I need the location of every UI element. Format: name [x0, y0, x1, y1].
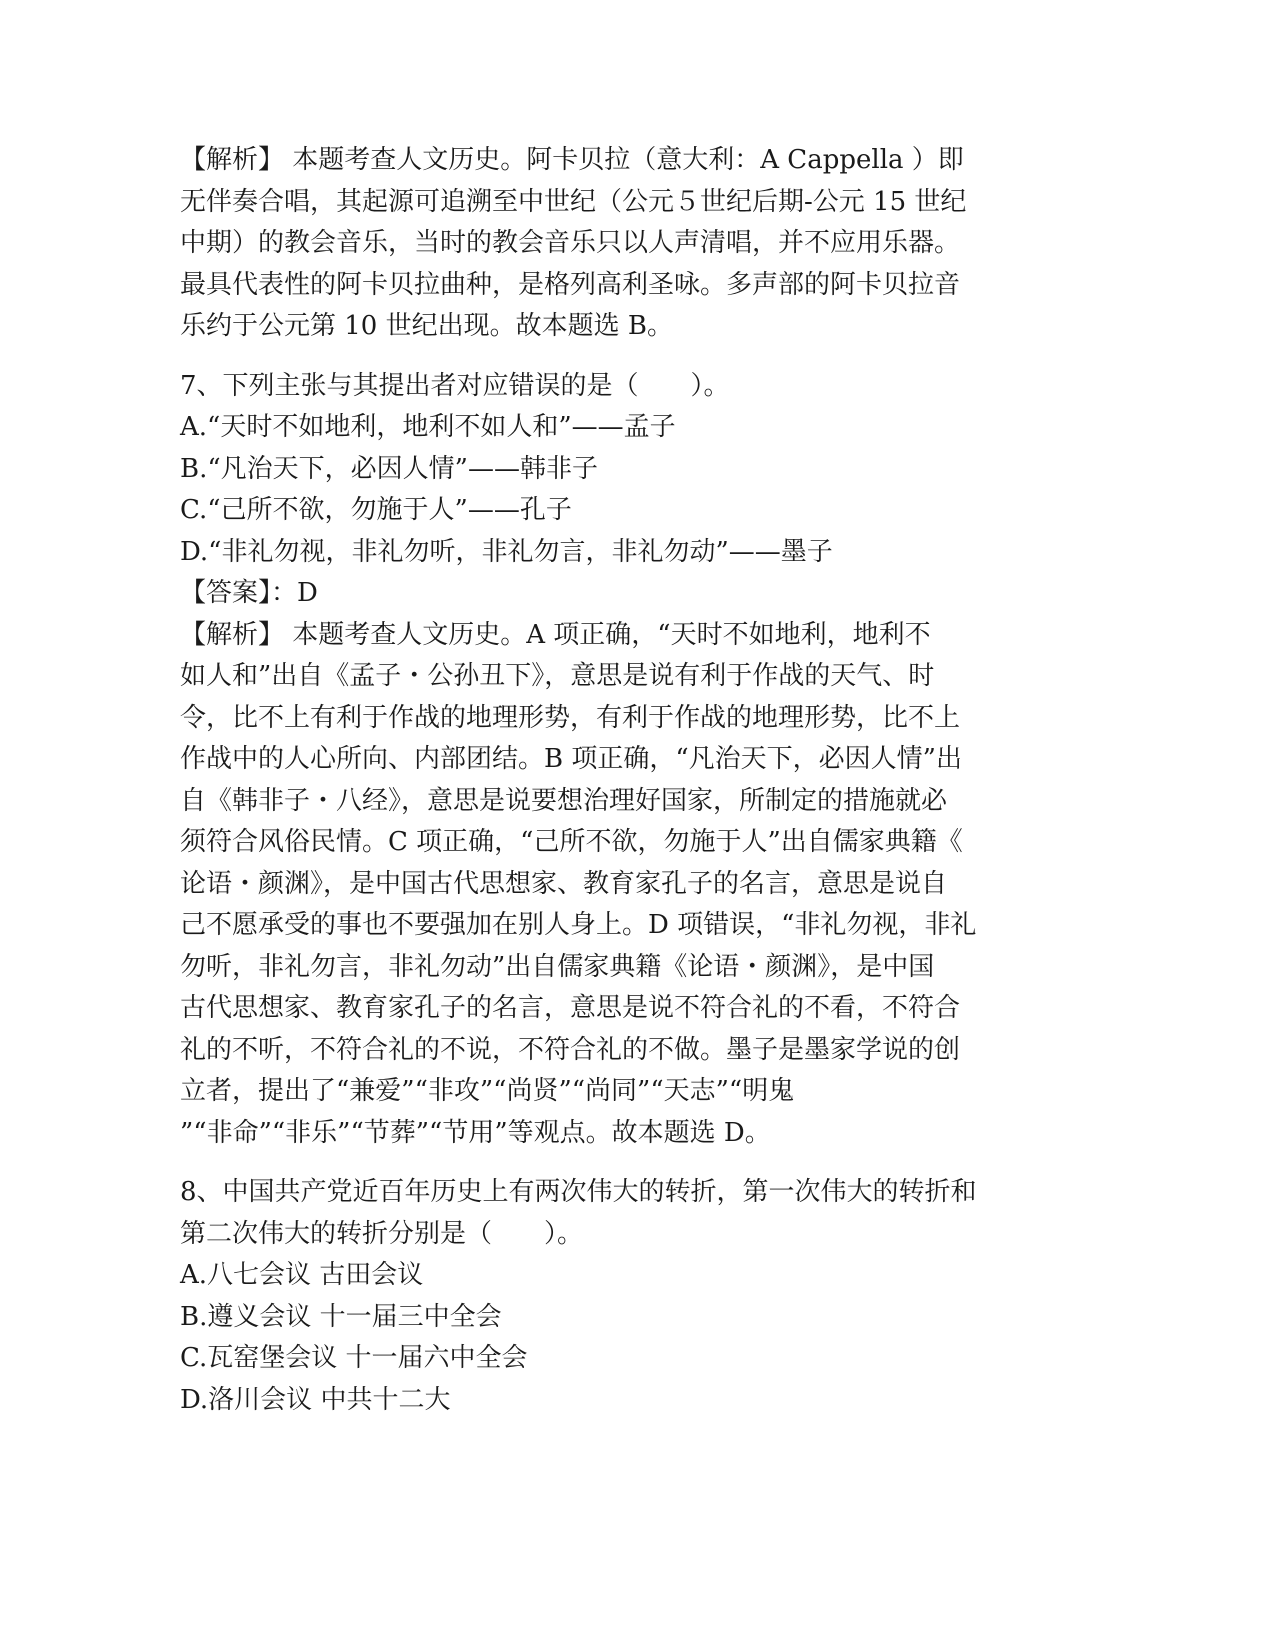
q7-analysis-line: 勿听，非礼勿言，非礼勿动”出自儒家典籍《论语・颜渊》，是中国: [180, 951, 935, 982]
q7-analysis-line: 【解析】 本题考查人文历史。A 项正确，“天时不如地利，地利不: [180, 619, 931, 650]
q7-option-a: A.“天时不如地利，地利不如人和”——孟子: [180, 412, 676, 442]
q7-block: [180, 366, 1040, 1155]
q7-analysis-line: 自《韩非子・八经》，意思是说要想治理好国家，所制定的措施就必: [180, 785, 948, 816]
q7-analysis-line: 礼的不听，不符合礼的不说，不符合礼的不做。墨子是墨家学说的创: [180, 1034, 961, 1065]
q8-option-c: C.瓦窑堡会议 十一届六中全会: [180, 1343, 528, 1373]
q7-option-d: D.“非礼勿视，非礼勿听，非礼勿言，非礼勿动”——墨子: [180, 536, 833, 567]
q7-question: 7、下列主张与其提出者对应错误的是（ ）。: [180, 370, 730, 401]
q6-analysis-line: 中期）的教会音乐，当时的教会音乐只以人声清唱，并不应用乐器。: [180, 228, 961, 258]
section-spacer: [180, 1154, 1040, 1172]
q7-analysis-line: 如人和”出自《孟子・公孙丑下》，意思是说有利于作战的天气、时: [180, 661, 935, 691]
q7-analysis-line: 作战中的人心所向、内部团结。B 项正确，“凡治天下，必因人情”出: [180, 744, 962, 774]
q7-analysis-line: 令，比不上有利于作战的地理形势，有利于作战的地理形势，比不上: [180, 702, 961, 733]
q8-option-a: A.八七会议 古田会议: [180, 1260, 424, 1290]
q7-option-b: B.“凡治天下，必因人情”——韩非子: [180, 453, 598, 484]
q6-analysis-block: [180, 140, 1040, 348]
q6-analysis-line: 最具代表性的阿卡贝拉曲种，是格列高利圣咏。多声部的阿卡贝拉音: [180, 269, 961, 300]
q6-analysis-line: 无伴奏合唱，其起源可追溯至中世纪（公元５世纪后期-公元 15 世纪: [180, 186, 967, 217]
q6-analysis-line: 【解析】 本题考查人文历史。阿卡贝拉（意大利：A Cappella ）即: [180, 145, 964, 175]
q7-analysis-line: 己不愿承受的事也不要强加在别人身上。D 项错误，“非礼勿视，非礼: [180, 910, 977, 940]
q7-answer: 【答案】：D: [180, 578, 318, 608]
q7-analysis-line: ”“非命”“非乐”“节葬”“节用”等观点。故本题选 D。: [180, 1117, 771, 1148]
q8-option-d: D.洛川会议 中共十二大: [180, 1384, 451, 1415]
q6-analysis-line: 乐约于公元第 10 世纪出现。故本题选 B。: [180, 311, 673, 341]
q8-block: [180, 1172, 1040, 1421]
document-page: [180, 140, 1040, 1421]
q8-question-line: 8、中国共产党近百年历史上有两次伟大的转折，第一次伟大的转折和: [180, 1177, 977, 1207]
q7-analysis-line: 立者，提出了“兼爱”“非攻”“尚贤”“尚同”“天志”“明鬼: [180, 1076, 795, 1106]
q7-analysis-line: 古代思想家、教育家孔子的名言，意思是说不符合礼的不看，不符合: [180, 993, 961, 1023]
q7-option-c: C.“己所不欲，勿施于人”——孔子: [180, 495, 572, 525]
q7-analysis-line: 须符合风俗民情。C 项正确，“己所不欲，勿施于人”出自儒家典籍《: [180, 827, 963, 857]
q7-analysis-line: 论语・颜渊》，是中国古代思想家、教育家孔子的名言，意思是说自: [180, 868, 948, 899]
q8-option-b: B.遵义会议 十一届三中全会: [180, 1301, 502, 1332]
q8-question-line: 第二次伟大的转折分别是（ ）。: [180, 1218, 584, 1249]
section-spacer: [180, 348, 1040, 366]
